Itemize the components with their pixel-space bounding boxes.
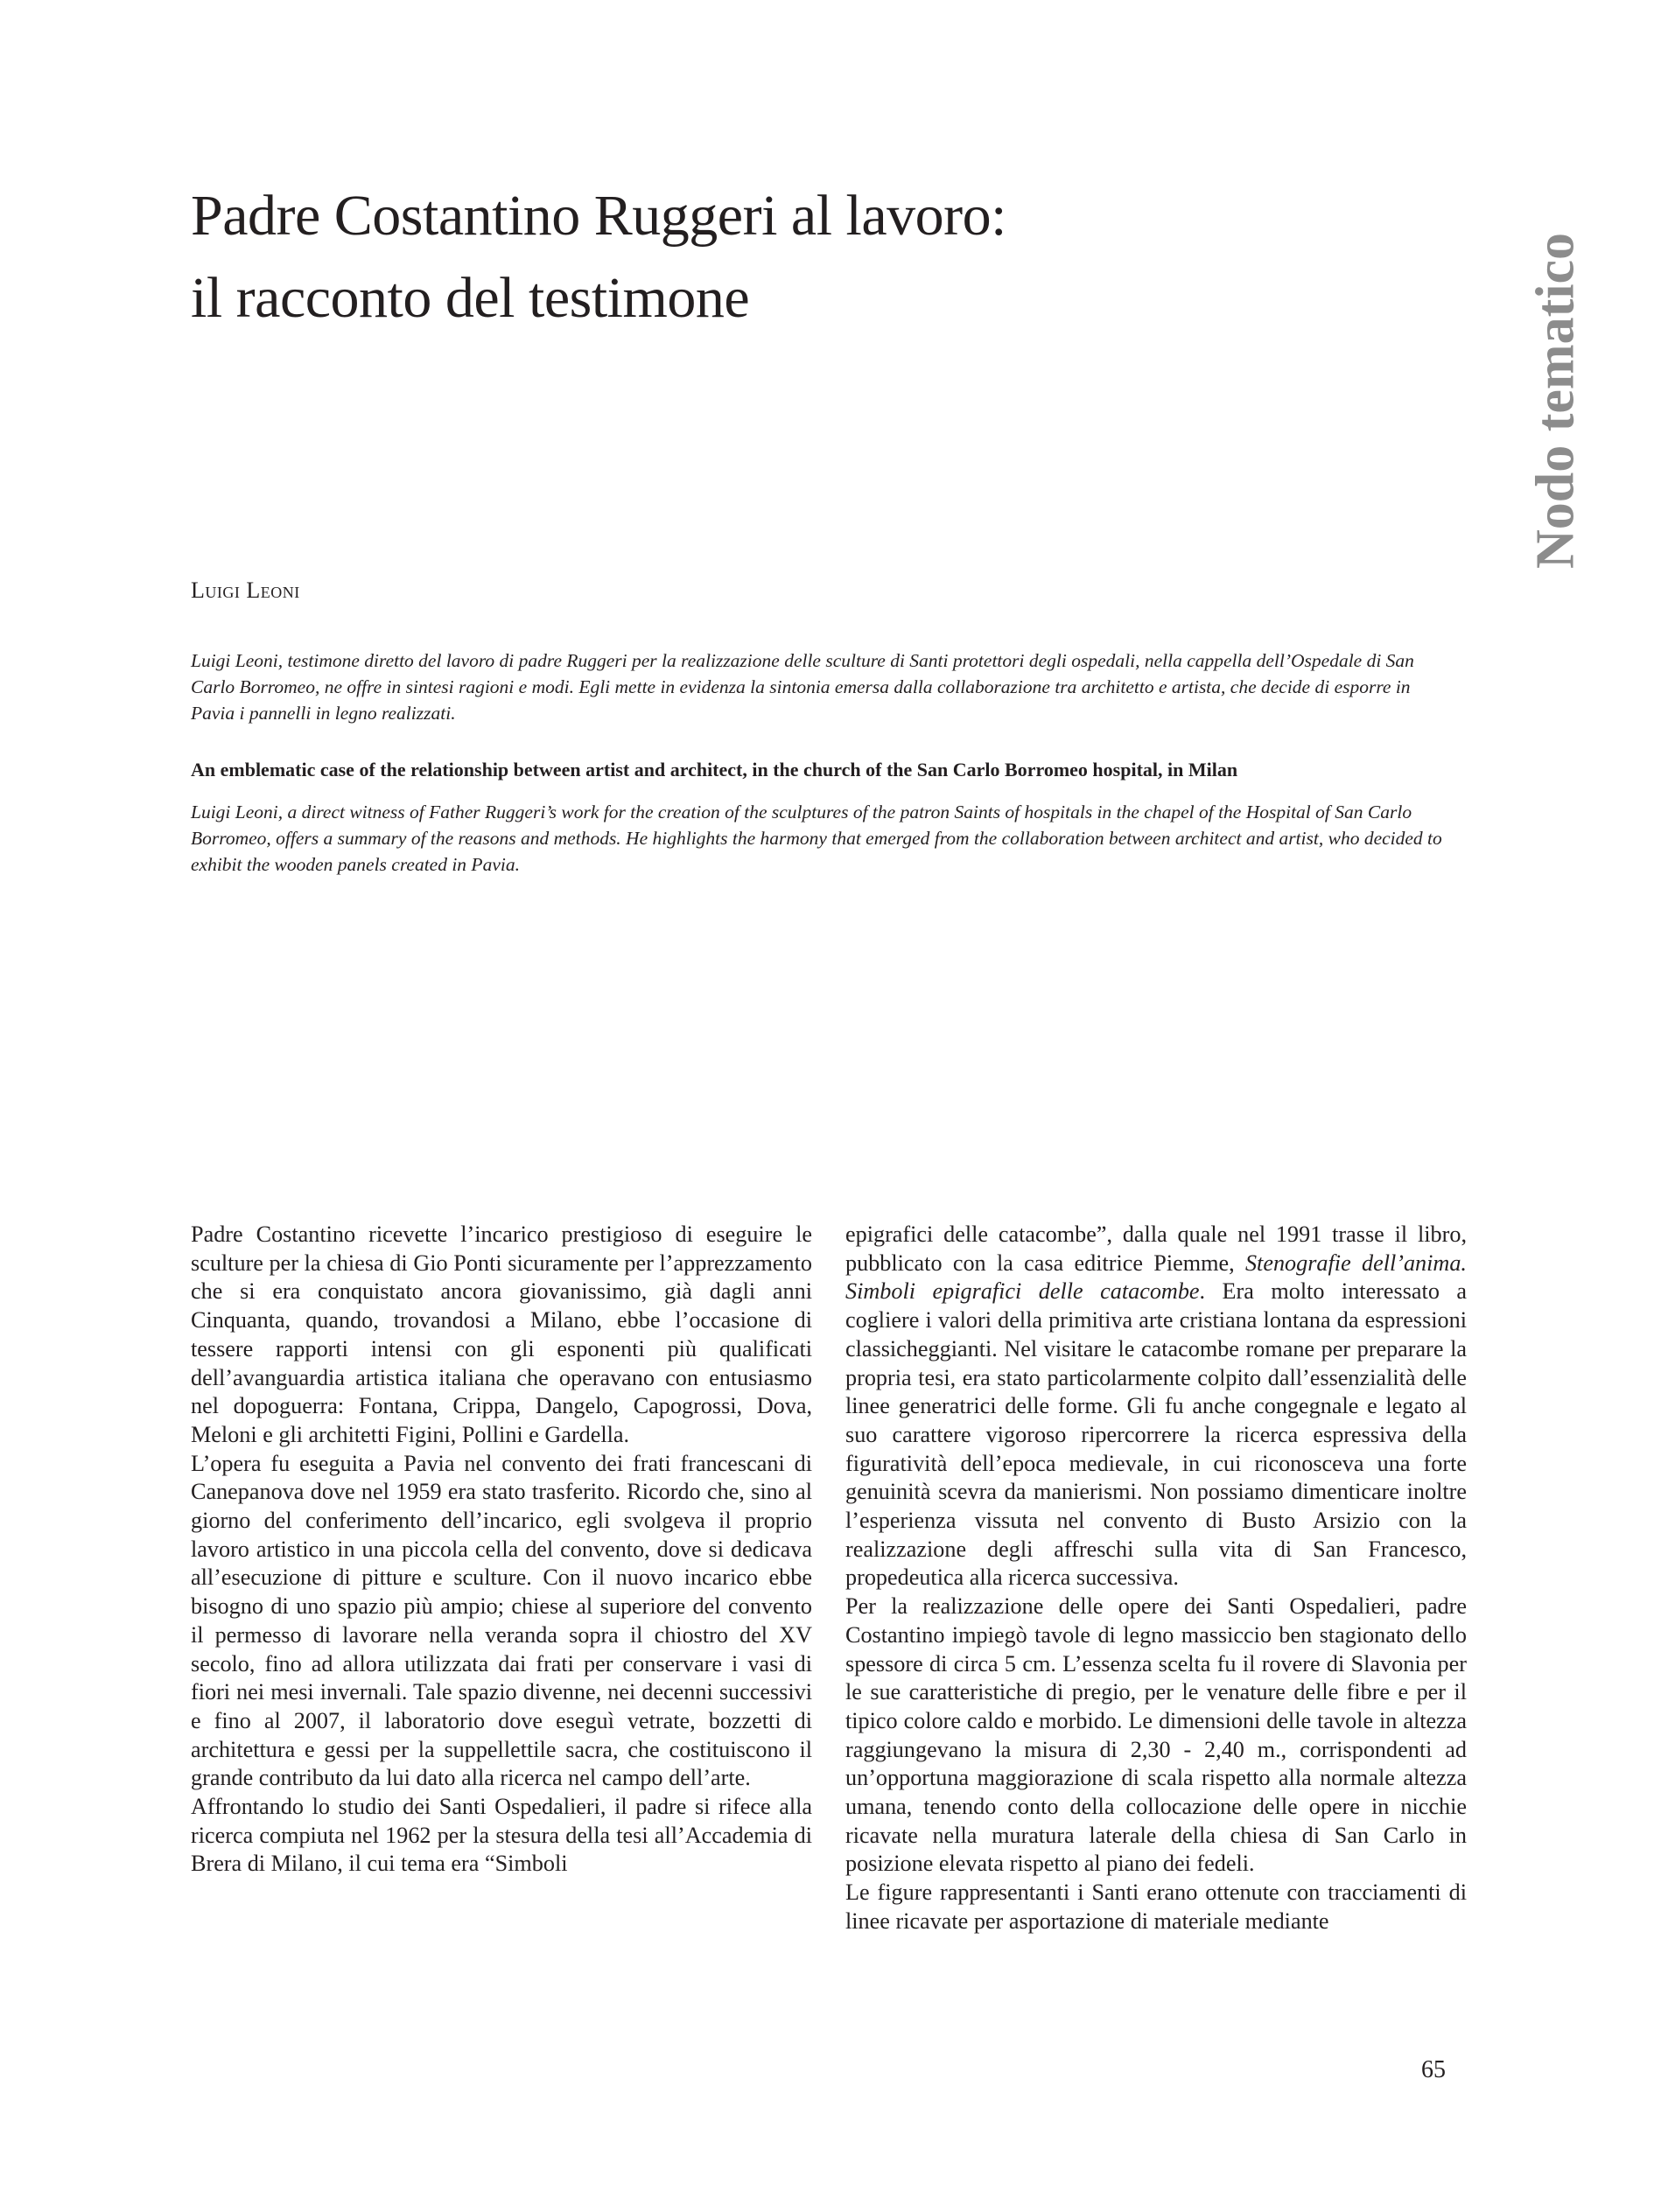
- section-side-label: [1503, 226, 1608, 576]
- paragraph: L’opera fu eseguita a Pavia nel convento dei frati francescani di Canepanova dove nel 1959 era stato trasferito. Ricordo che, sino al giorno del conferimento dell’incarico, egli svolgeva il proprio lavoro artistico in una piccola cella del convento, dove si dedicava all’esecuzione di pitture e sculture. Con il nuovo incarico ebbe bisogno di uno spazio più ampio; chiese al superiore del convento il permesso di lavorare nella veranda sopra il chiostro del XV secolo, fino ad allora utilizzata dai frati per conservare i vasi di fiori nei mesi invernali. Tale spazio divenne, nei decenni successivi e fino al 2007, il laboratorio dove eseguì vetrate, bozzetti di architettura e gessi per la suppellettile sacra, che costituiscono il grande contributo da lui dato alla ricerca nel campo dell’arte.: [191, 1450, 812, 1791]
- article-title: [191, 175, 1328, 340]
- paragraph: [845, 1221, 1467, 1592]
- book-title: Stenografie dell’anima. Simboli epigrafici delle catacombe: [845, 1250, 1467, 1305]
- english-heading: An emblematic case of the relationship between artist and architect, in the church of the San Carlo Borromeo hospital, in Milan: [191, 759, 1238, 780]
- paragraph: Affrontando lo studio dei Santi Ospedalieri, il padre si rifece alla ricerca compiuta nel 1962 per la stesura della tesi all’Accademia di Brera di Milano, il cui tema era “Simboli: [191, 1794, 812, 1877]
- body-column-left: [191, 1221, 812, 1879]
- side-label-text: Nodo tematico: [1525, 233, 1586, 569]
- paragraph: Padre Costantino ricevette l’incarico prestigioso di eseguire le sculture per la chiesa di Gio Ponti sicuramente per l’apprezzamento che si era conquistato ancora giovanissimo, già dagli anni Cinquanta, quando, trovandosi a Milano, ebbe l’occasione di tessere rapporti intensi con gli esponenti più qualificati dell’avanguardia artistica italiana che operavano con entusiasmo nel dopoguerra: Fontana, Crippa, Dangelo, Capogrossi, Dova, Meloni e gli architetti Figini, Pollini e Gardella.: [191, 1222, 812, 1447]
- paragraph: Le figure rappresentanti i Santi erano ottenute con tracciamenti di linee ricavate per asportazione di materiale mediante: [845, 1880, 1467, 1934]
- paragraph-text: . Era molto interessato a cogliere i valori della primitiva arte cristiana lontana da espressioni classicheggianti. Nel visitare le catacombe romane per preparare la propria tesi, era stato particolarmente colpito dall’essenzialità delle linee generatrici delle forme. Gli fu anche congegnale e legato al suo carattere vigoroso ripercorrere la ricerca espressiva della figuratività dell’epoca medievale, in cui riconosceva una forte genuinità scevra da manierismi. Non possiamo dimenticare inoltre l’esperienza vissuta nel convento di Busto Arsizio con la realizzazione degli affreschi sulla vita di San Francesco, propedeutica alla ricerca successiva.: [845, 1278, 1467, 1591]
- paragraph: Per la realizzazione delle opere dei Santi Ospedalieri, padre Costantino impiegò tavole di legno massiccio ben stagionato dello spessore di circa 5 cm. L’essenza scelta fu il rovere di Slavonia per le sue caratteristiche di pregio, per le venature delle fibre e per il tipico colore caldo e morbido. Le dimensioni delle tavole in altezza raggiungevano la misura di 2,30 - 2,40 m., corrispondenti ad un’opportuna maggiorazione di scala rispetto alla normale altezza umana, tenendo conto della collocazione delle opere in nicchie ricavate nella muratura laterale della chiesa di San Carlo in posizione elevata rispetto al piano dei fedeli.: [845, 1593, 1467, 1877]
- author-name: Luigi Leoni: [191, 578, 300, 603]
- title-line-1: Padre Costantino Ruggeri al lavoro:: [191, 184, 1006, 248]
- paragraph-text: epigrafici delle catacombe”, dalla quale nel 1991 trasse il libro, pubblicato con la casa editrice Piemme,: [845, 1222, 1467, 1276]
- abstract-english: Luigi Leoni, a direct witness of Father Ruggeri’s work for the creation of the sculptures of the patron Saints of hospitals in the chapel of the Hospital of San Carlo Borromeo, offers a summary of the reasons and methods. He highlights the harmony that emerged from the collaboration between architect and artist, who decided to exhibit the wooden panels created in Pavia.: [191, 802, 1442, 875]
- abstract-italian: Luigi Leoni, testimone diretto del lavoro di padre Ruggeri per la realizzazione delle sculture di Santi protettori degli ospedali, nella cappella dell’Ospedale di San Carlo Borromeo, ne offre in sintesi ragioni e modi. Egli mette in evidenza la sintonia emersa dalla collaborazione tra architetto e artista, che decide di esporre in Pavia i pannelli in legno realizzati.: [191, 650, 1414, 724]
- title-line-2: il racconto del testimone: [191, 266, 750, 330]
- page-number: 65: [1421, 2056, 1446, 2083]
- body-column-right: [845, 1221, 1467, 1936]
